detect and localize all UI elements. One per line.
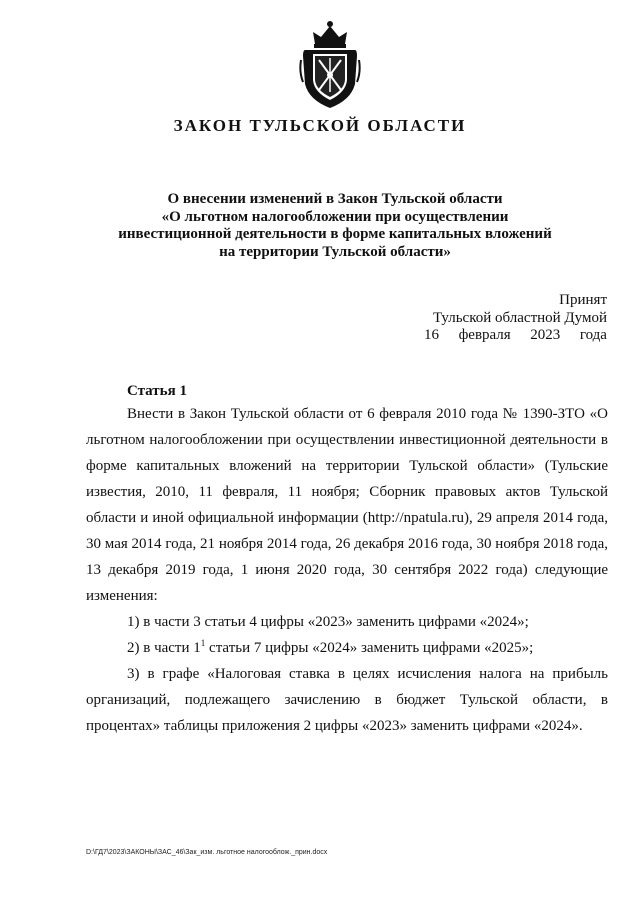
item-2-superscript: 1 [200, 638, 206, 648]
document-title-line: на территории Тульской области» [219, 243, 451, 260]
adoption-block [387, 292, 607, 345]
adoption-date [387, 327, 607, 345]
article-intro: Внести в Закон Тульской области от 6 февраля 2010 года № 1390-ЗТО «О льготном налогообложении при осуществлении инвестиционной деятельности в форме капитальных вложений на территории Тульской области» (Тульские известия, 2010, 11 февраля, 11 ноября; Сборник правовых актов Тульской области и иной официальной информации (http://npatula.ru), 29 апреля 2014 года, 30 мая 2014 года, 21 ноября 2014 года, 26 декабря 2016 года, 30 ноября 2018 года, 13 декабря 2019 года, 1 июня 2020 года, 30 сентября 2022 года) следующие изменения: [86, 406, 608, 604]
adoption-month: февраля [458, 327, 511, 343]
article-item-1: 1) в части 3 статьи 4 цифры «2023» заменить цифрами «2024»; [127, 614, 529, 630]
adoption-label: Принят [559, 292, 607, 308]
item-2-text-start: 2) в части 1 [127, 640, 201, 656]
document-title [100, 191, 570, 261]
article-item-3: 3) в графе «Налоговая ставка в целях исчисления налога на прибыль организаций, подлежащего зачислению в бюджет Тульской области, в процентах» таблицы приложения 2 цифры «2023» заменить цифрами «2024». [86, 666, 608, 734]
item-2-text-end: статьи 7 цифры «2024» заменить цифрами «2025»; [205, 640, 534, 656]
adoption-year-word: года [579, 327, 607, 343]
law-title: ЗАКОН ТУЛЬСКОЙ ОБЛАСТИ [173, 116, 467, 135]
file-path-footer: D:\ГД7\2023\ЗАКОНЫ\ЗАС_46\Зак_изм. льготное налогооблож._прин.docx [86, 849, 328, 856]
article-item-2 [86, 635, 608, 661]
document-title-line: О внесении изменений в Закон Тульской области [167, 191, 503, 207]
adoption-body: Тульской областной Думой [432, 309, 607, 326]
article-body [86, 401, 608, 739]
coat-of-arms-icon [299, 20, 361, 110]
document-title-line: «О льготном налогообложении при осуществлении [161, 208, 509, 225]
document-title-line: инвестиционной деятельности в форме капитальных вложений [118, 226, 552, 242]
adoption-day: 16 [424, 327, 439, 343]
article-heading: Статья 1 [127, 383, 187, 399]
adoption-year: 2023 [530, 327, 561, 343]
